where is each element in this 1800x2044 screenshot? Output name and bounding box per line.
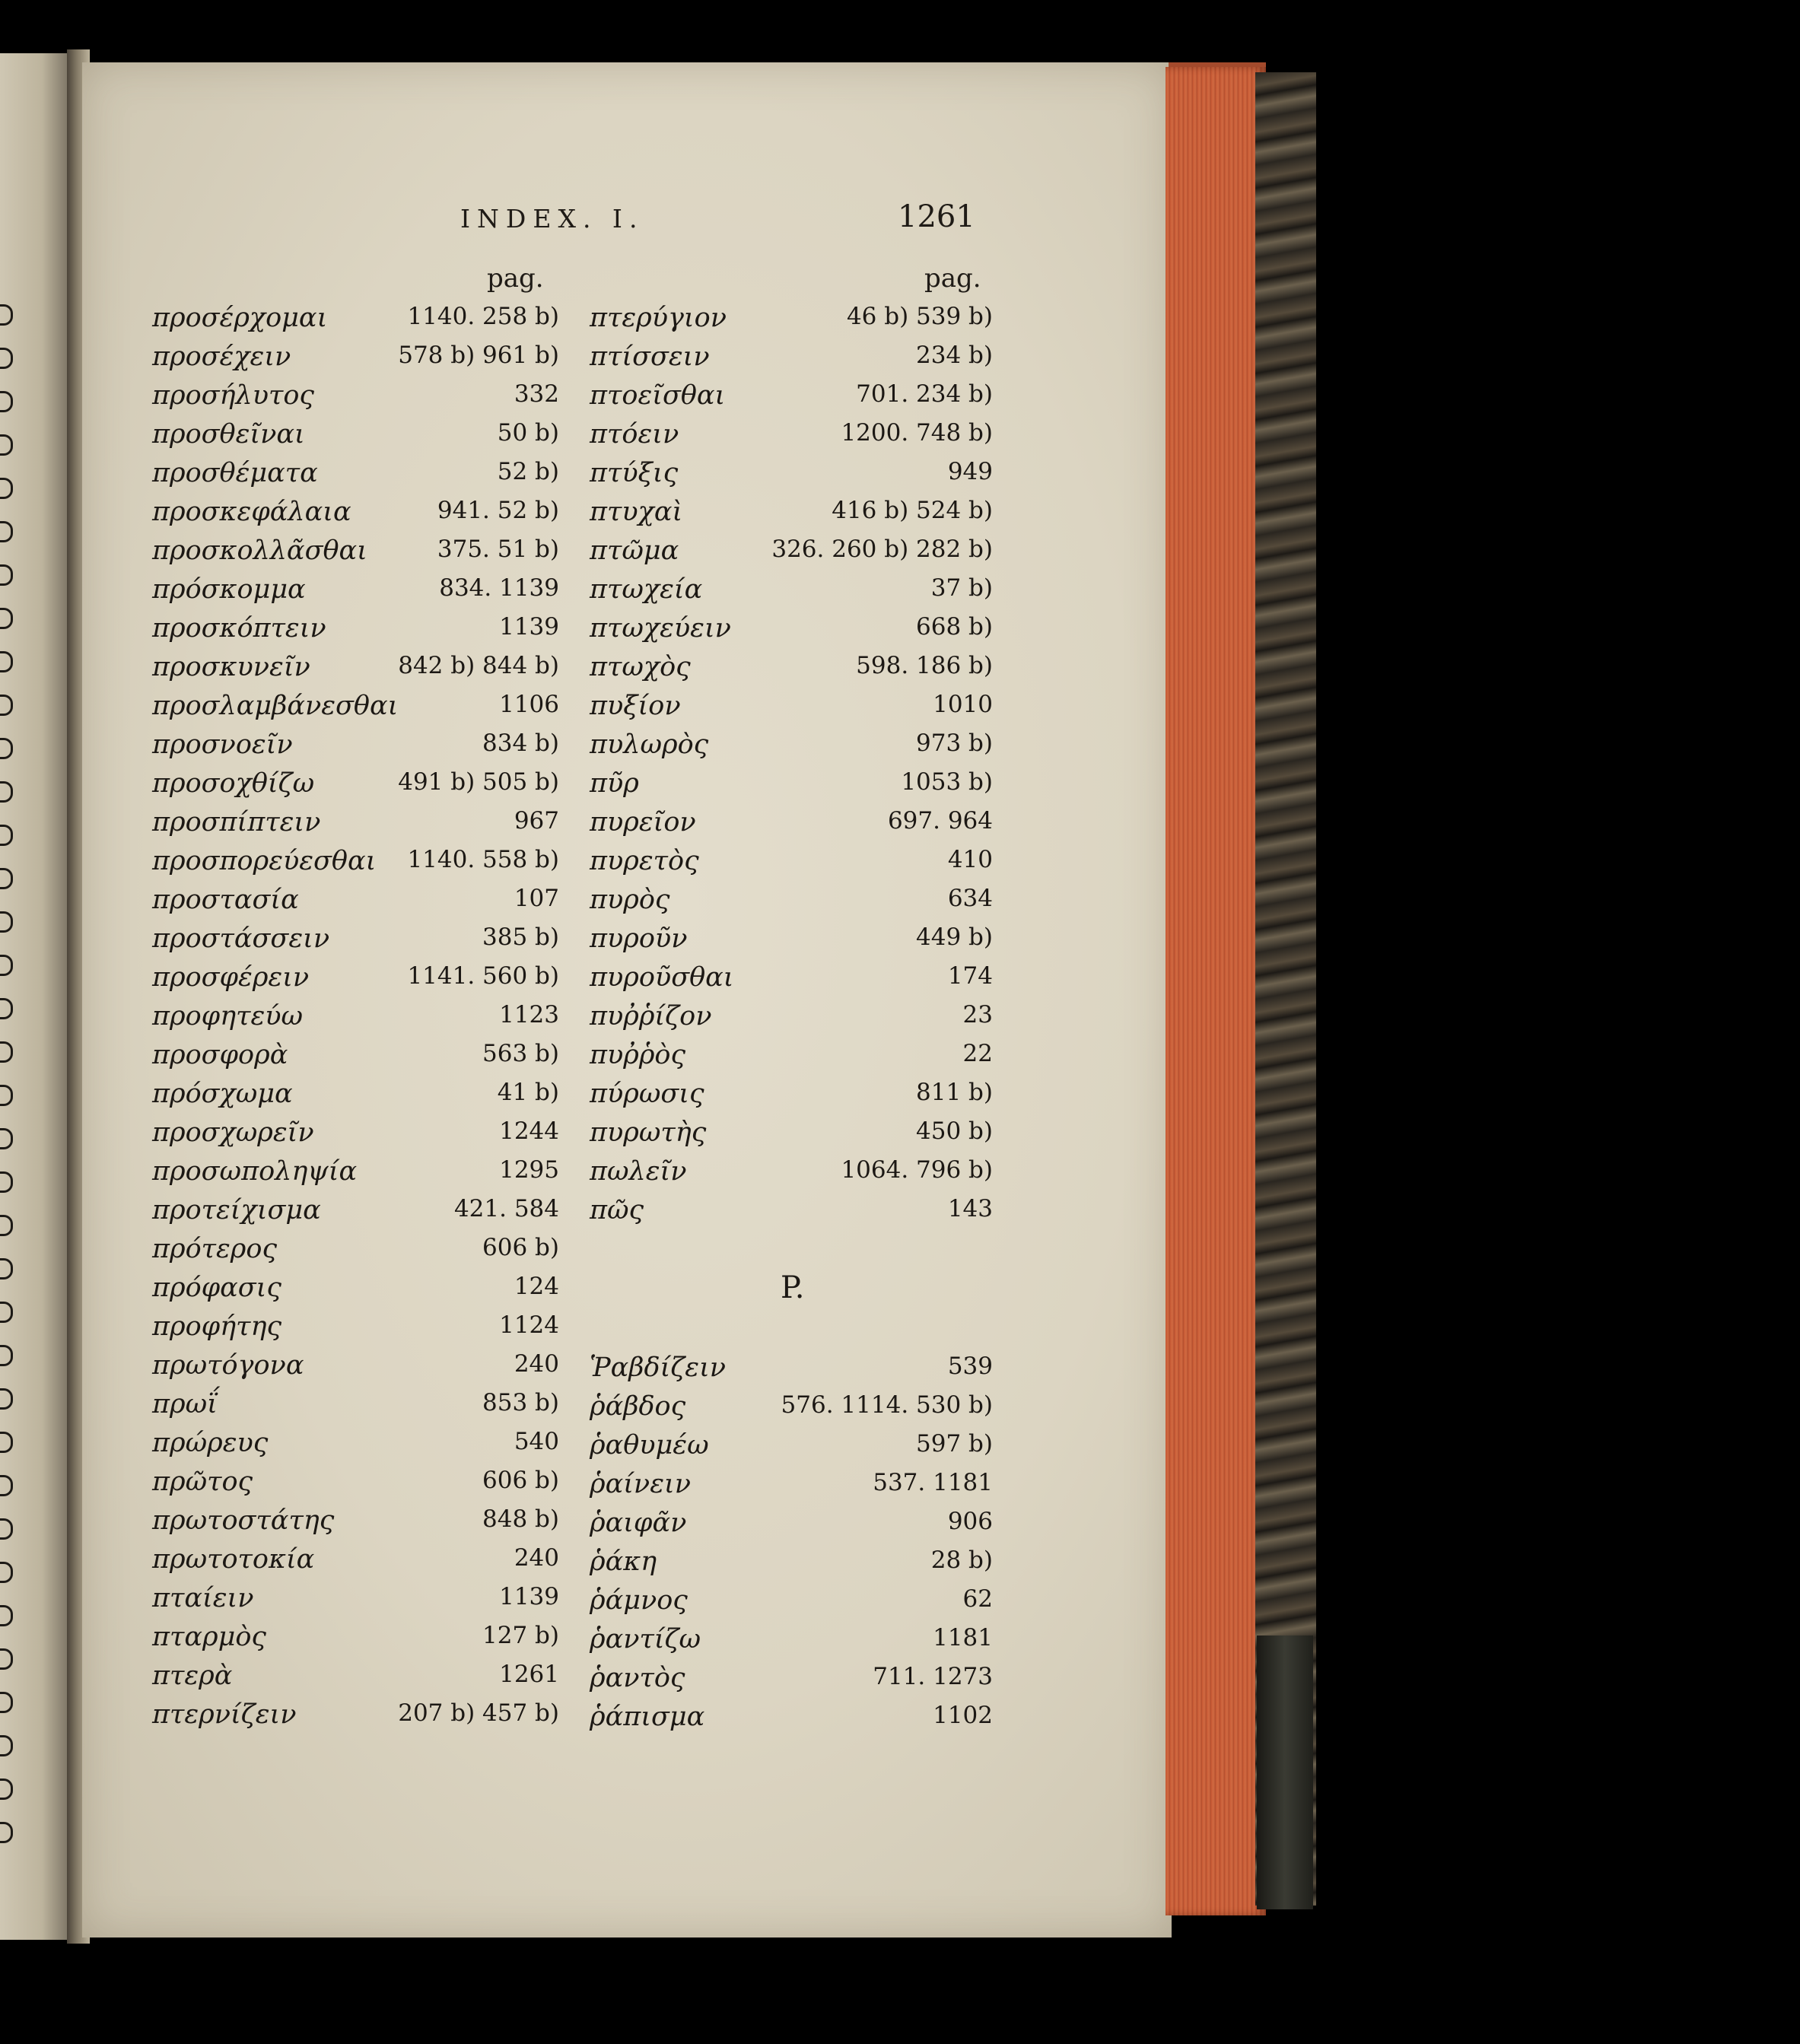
page-references: 62 [962, 1585, 993, 1613]
page-references: 701. 234 b) [856, 380, 993, 408]
bracket-mark [0, 1779, 13, 1800]
index-entry [590, 923, 993, 962]
index-headword: ῥαντὸς [590, 1663, 685, 1693]
page-references: 240 [514, 1350, 559, 1378]
page-references: 143 [947, 1195, 993, 1222]
index-headword: πτίσσειν [590, 342, 710, 372]
page-references: 941. 52 b) [437, 497, 559, 524]
index-entry [590, 730, 993, 768]
index-headword: πτερνίζειν [152, 1699, 297, 1730]
page-references: 540 [514, 1428, 559, 1455]
index-entry [590, 1391, 993, 1429]
bracket-mark [0, 1432, 13, 1453]
section-letter-rho: P. [781, 1270, 805, 1305]
index-headword: προσκεφάλαια [152, 497, 351, 527]
page-references: 37 b) [930, 574, 993, 602]
index-headword: πυροῦσθαι [590, 962, 734, 993]
page-references: 416 b) 524 b) [832, 497, 993, 524]
page-number: 1261 [898, 199, 975, 234]
index-entry [590, 1508, 993, 1546]
index-headword: προστασία [152, 885, 299, 915]
bracket-mark [0, 434, 13, 456]
bracket-mark [0, 1822, 13, 1843]
index-headword: πυλωρὸς [590, 730, 709, 760]
index-entry [590, 574, 993, 612]
index-entry [152, 1001, 559, 1039]
index-headword: ῥαιφᾶν [590, 1508, 687, 1538]
index-headword: πρόφασις [152, 1273, 282, 1303]
page-references: 450 b) [916, 1117, 993, 1145]
index-headword: προσωποληψία [152, 1156, 358, 1187]
index-headword: προστάσσειν [152, 923, 330, 954]
page-references: 606 b) [482, 1234, 559, 1261]
index-entry [152, 923, 559, 962]
index-entry [152, 1622, 559, 1660]
bracket-mark [0, 868, 13, 889]
index-headword: προσοχθίζω [152, 768, 315, 799]
index-entry [152, 458, 559, 496]
index-headword: πυροῦν [590, 923, 688, 954]
index-entry [590, 1469, 993, 1507]
index-headword: πρῶτος [152, 1467, 253, 1497]
page-references: 326. 260 b) 282 b) [771, 536, 993, 563]
page-references: 853 b) [482, 1389, 559, 1416]
index-entry [152, 574, 559, 612]
index-headword: πῦρ [590, 768, 639, 799]
bracket-mark [0, 695, 13, 716]
index-entry [152, 419, 559, 457]
bracket-mark [0, 911, 13, 933]
index-entry [590, 380, 993, 418]
page-references: 1124 [499, 1311, 559, 1339]
index-entry [590, 962, 993, 1000]
index-entry [590, 1001, 993, 1039]
index-entry [590, 303, 993, 341]
page-references: 842 b) 844 b) [398, 652, 559, 679]
index-entry [590, 846, 993, 884]
index-entry [152, 1544, 559, 1582]
left-page-bracket-marks [0, 53, 30, 1940]
page-references: 711. 1273 [873, 1663, 993, 1690]
bracket-mark [0, 608, 13, 629]
index-entry [152, 1234, 559, 1272]
index-headword: προσκολλᾶσθαι [152, 536, 367, 566]
bracket-mark [0, 1648, 13, 1670]
index-entry [152, 1117, 559, 1156]
page-references: 1010 [933, 691, 993, 718]
bracket-mark [0, 564, 13, 586]
bracket-mark [0, 1085, 13, 1106]
index-headword: προτείχισμα [152, 1195, 321, 1225]
index-entry [590, 1430, 993, 1468]
page-references: 668 b) [916, 613, 993, 641]
page-references: 1139 [499, 613, 559, 641]
bracket-mark [0, 1215, 13, 1236]
page-references: 1295 [499, 1156, 559, 1184]
right-column-label: pag. [924, 263, 981, 294]
index-entry [152, 342, 559, 380]
page-references: 563 b) [482, 1040, 559, 1067]
index-headword: πτωχεία [590, 574, 703, 605]
index-entry [590, 807, 993, 845]
page-references: 1140. 258 b) [407, 303, 559, 330]
page-references: 491 b) 505 b) [398, 768, 559, 796]
page-references: 124 [514, 1273, 559, 1300]
page-references: 234 b) [916, 342, 993, 369]
index-entry [152, 1311, 559, 1349]
bracket-mark [0, 1518, 13, 1540]
bracket-mark [0, 1475, 13, 1496]
index-entry [152, 768, 559, 806]
index-entry [152, 1040, 559, 1078]
bracket-mark [0, 738, 13, 759]
red-fore-edge [1166, 67, 1266, 1915]
bracket-mark [0, 348, 13, 369]
bracket-mark [0, 1692, 13, 1713]
index-headword: πτερὰ [152, 1661, 233, 1691]
page-references: 598. 186 b) [856, 652, 993, 679]
index-entry [152, 303, 559, 341]
index-headword: προσθεῖναι [152, 419, 305, 450]
index-entry [590, 1624, 993, 1662]
index-headword: πρόσκομμα [152, 574, 306, 605]
page-references: 1139 [499, 1583, 559, 1610]
index-headword: πρωτοστάτης [152, 1505, 335, 1536]
index-entry [590, 1117, 993, 1156]
bracket-mark [0, 651, 13, 672]
index-headword: πυρὸς [590, 885, 670, 915]
index-entry [152, 730, 559, 768]
page-references: 421. 584 [453, 1195, 559, 1222]
index-entry [152, 1079, 559, 1117]
index-headword: πτωχὸς [590, 652, 691, 682]
index-headword: πωλεῖν [590, 1156, 687, 1187]
page-references: 1261 [499, 1661, 559, 1688]
index-entry [152, 1699, 559, 1737]
index-headword: προσέρχομαι [152, 303, 328, 333]
page-references: 1200. 748 b) [841, 419, 993, 447]
bracket-mark [0, 1302, 13, 1323]
index-headword: Ῥαβδίζειν [590, 1353, 727, 1383]
bracket-mark [0, 998, 13, 1019]
bracket-mark [0, 1171, 13, 1193]
page-references: 906 [947, 1508, 993, 1535]
index-headword: πρωτοτοκία [152, 1544, 315, 1575]
page-references: 1141. 560 b) [407, 962, 559, 990]
bracket-mark [0, 825, 13, 846]
index-entry [590, 1079, 993, 1117]
index-entry [590, 419, 993, 457]
index-entry [590, 885, 993, 923]
index-entry [590, 1156, 993, 1194]
page-references: 1244 [499, 1117, 559, 1145]
index-headword: πρόσχωμα [152, 1079, 293, 1109]
index-headword: προσνοεῖν [152, 730, 293, 760]
bracket-mark [0, 1388, 13, 1410]
index-entry [152, 962, 559, 1000]
index-entry [590, 1585, 993, 1623]
page-references: 834. 1139 [439, 574, 559, 602]
index-entry [590, 652, 993, 690]
page-references: 1123 [499, 1001, 559, 1028]
page-references: 848 b) [482, 1505, 559, 1533]
index-entry [590, 1040, 993, 1078]
index-entry [152, 885, 559, 923]
index-headword: πυρωτὴς [590, 1117, 707, 1148]
page-references: 385 b) [482, 923, 559, 951]
index-headword: προσφέρειν [152, 962, 310, 993]
index-headword: πυξίον [590, 691, 681, 721]
left-page-edge [0, 53, 70, 1940]
page-references: 576. 1114. 530 b) [781, 1391, 993, 1419]
index-headword: προσλαμβάνεσθαι [152, 691, 399, 721]
page-references: 1102 [933, 1702, 993, 1729]
index-headword: προφήτης [152, 1311, 282, 1342]
page-references: 375. 51 b) [437, 536, 559, 563]
index-entry [590, 768, 993, 806]
index-headword: προσήλυτος [152, 380, 315, 411]
index-headword: προσχωρεῖν [152, 1117, 314, 1148]
index-headword: προσφορὰ [152, 1040, 288, 1070]
index-entry [152, 1273, 559, 1311]
index-entry [152, 613, 559, 651]
page-references: 22 [962, 1040, 993, 1067]
page-references: 28 b) [930, 1547, 993, 1574]
index-entry [590, 1663, 993, 1701]
page-references: 41 b) [497, 1079, 559, 1106]
index-headword: προσθέματα [152, 458, 318, 488]
index-headword: πυῤῥίζον [590, 1001, 712, 1032]
index-headword: πυρετὸς [590, 846, 699, 876]
page-references: 973 b) [916, 730, 993, 757]
page-references: 410 [947, 846, 993, 873]
page-references: 697. 964 [887, 807, 993, 834]
bracket-mark [0, 1735, 13, 1756]
page-references: 23 [962, 1001, 993, 1028]
index-entry [152, 846, 559, 884]
index-entry [152, 536, 559, 574]
index-entry [590, 458, 993, 496]
index-headword: πτυχαὶ [590, 497, 683, 527]
page-references: 539 [947, 1353, 993, 1380]
index-entry [152, 1467, 559, 1505]
index-entry [152, 652, 559, 690]
bracket-mark [0, 1128, 13, 1149]
page-references: 127 b) [482, 1622, 559, 1649]
index-headword: πύρωσις [590, 1079, 704, 1109]
index-entry [152, 691, 559, 729]
page-references: 537. 1181 [873, 1469, 993, 1496]
page-references: 811 b) [916, 1079, 993, 1106]
bracket-mark [0, 521, 13, 542]
index-entry [590, 691, 993, 729]
page-references: 240 [514, 1544, 559, 1572]
page-references: 834 b) [482, 730, 559, 757]
index-headword: πτερύγιον [590, 303, 727, 333]
index-entry [152, 1195, 559, 1233]
index-headword: ῥαίνειν [590, 1469, 691, 1499]
index-entry [152, 1350, 559, 1388]
page-references: 597 b) [916, 1430, 993, 1458]
index-headword: πταίειν [152, 1583, 254, 1613]
index-headword: προφητεύω [152, 1001, 304, 1032]
page-references: 449 b) [916, 923, 993, 951]
left-column-label: pag. [487, 263, 544, 294]
page-references: 1053 b) [901, 768, 993, 796]
index-entry [152, 1583, 559, 1621]
bracket-mark [0, 478, 13, 499]
page-references: 174 [947, 962, 993, 990]
index-entry [152, 1389, 559, 1427]
index-headword: πτοεῖσθαι [590, 380, 726, 411]
bracket-mark [0, 391, 13, 412]
page-references: 1181 [933, 1624, 993, 1651]
index-headword: πρότερος [152, 1234, 278, 1264]
page-references: 1106 [499, 691, 559, 718]
bracket-mark [0, 304, 13, 326]
index-entry [152, 1428, 559, 1466]
index-headword: πυρεῖον [590, 807, 696, 838]
index-headword: προσέχειν [152, 342, 291, 372]
index-entry [590, 1547, 993, 1585]
index-headword: προσκυνεῖν [152, 652, 310, 682]
page-references: 967 [514, 807, 559, 834]
bracket-mark [0, 1562, 13, 1583]
page-references: 634 [947, 885, 993, 912]
index-headword: πτύξις [590, 458, 679, 488]
index-headword: προσκόπτειν [152, 613, 326, 644]
index-entry [590, 342, 993, 380]
index-headword: πρωΐ [152, 1389, 218, 1419]
bracket-mark [0, 1345, 13, 1366]
marbled-cover [1255, 72, 1316, 1906]
page-references: 50 b) [497, 419, 559, 447]
index-entry [590, 1353, 993, 1391]
index-entry [590, 613, 993, 651]
index-headword: πταρμὸς [152, 1622, 266, 1652]
index-headword: προσπορεύεσθαι [152, 846, 377, 876]
page-references: 578 b) 961 b) [398, 342, 559, 369]
page-references: 949 [947, 458, 993, 485]
index-entry [152, 1505, 559, 1543]
bracket-mark [0, 1041, 13, 1063]
index-headword: ῥάκη [590, 1547, 657, 1577]
page-references: 606 b) [482, 1467, 559, 1494]
page-references: 332 [514, 380, 559, 408]
cover-band [1257, 1636, 1313, 1909]
index-entry [152, 497, 559, 535]
bracket-mark [0, 955, 13, 976]
bracket-mark [0, 1605, 13, 1626]
bracket-mark [0, 1258, 13, 1279]
index-entry [152, 1661, 559, 1699]
bracket-mark [0, 781, 13, 803]
page-references: 46 b) 539 b) [846, 303, 993, 330]
index-entry [152, 807, 559, 845]
index-entry [590, 536, 993, 574]
index-entry [590, 1195, 993, 1233]
index-entry [152, 1156, 559, 1194]
index-headword: πτωχεύειν [590, 613, 731, 644]
index-headword: πτόειν [590, 419, 679, 450]
page-references: 1140. 558 b) [407, 846, 559, 873]
page-references: 52 b) [497, 458, 559, 485]
page-references: 107 [514, 885, 559, 912]
index-entry [590, 1702, 993, 1740]
index-headword: πρωτόγονα [152, 1350, 304, 1381]
index-headword: ῥάβδος [590, 1391, 686, 1422]
index-entry [590, 497, 993, 535]
page-references: 207 b) 457 b) [398, 1699, 559, 1727]
index-headword: ῥάμνος [590, 1585, 688, 1616]
index-headword: πυῤῥὸς [590, 1040, 686, 1070]
index-headword: ῥάπισμα [590, 1702, 705, 1732]
index-headword: ῥαντίζω [590, 1624, 701, 1655]
index-headword: πρώρευς [152, 1428, 269, 1458]
index-headword: ῥαθυμέω [590, 1430, 709, 1461]
index-entry [152, 380, 559, 418]
index-headword: πτῶμα [590, 536, 679, 566]
running-head: INDEX. I. [460, 204, 644, 234]
index-headword: προσπίπτειν [152, 807, 321, 838]
index-headword: πῶς [590, 1195, 644, 1225]
page-references: 1064. 796 b) [841, 1156, 993, 1184]
